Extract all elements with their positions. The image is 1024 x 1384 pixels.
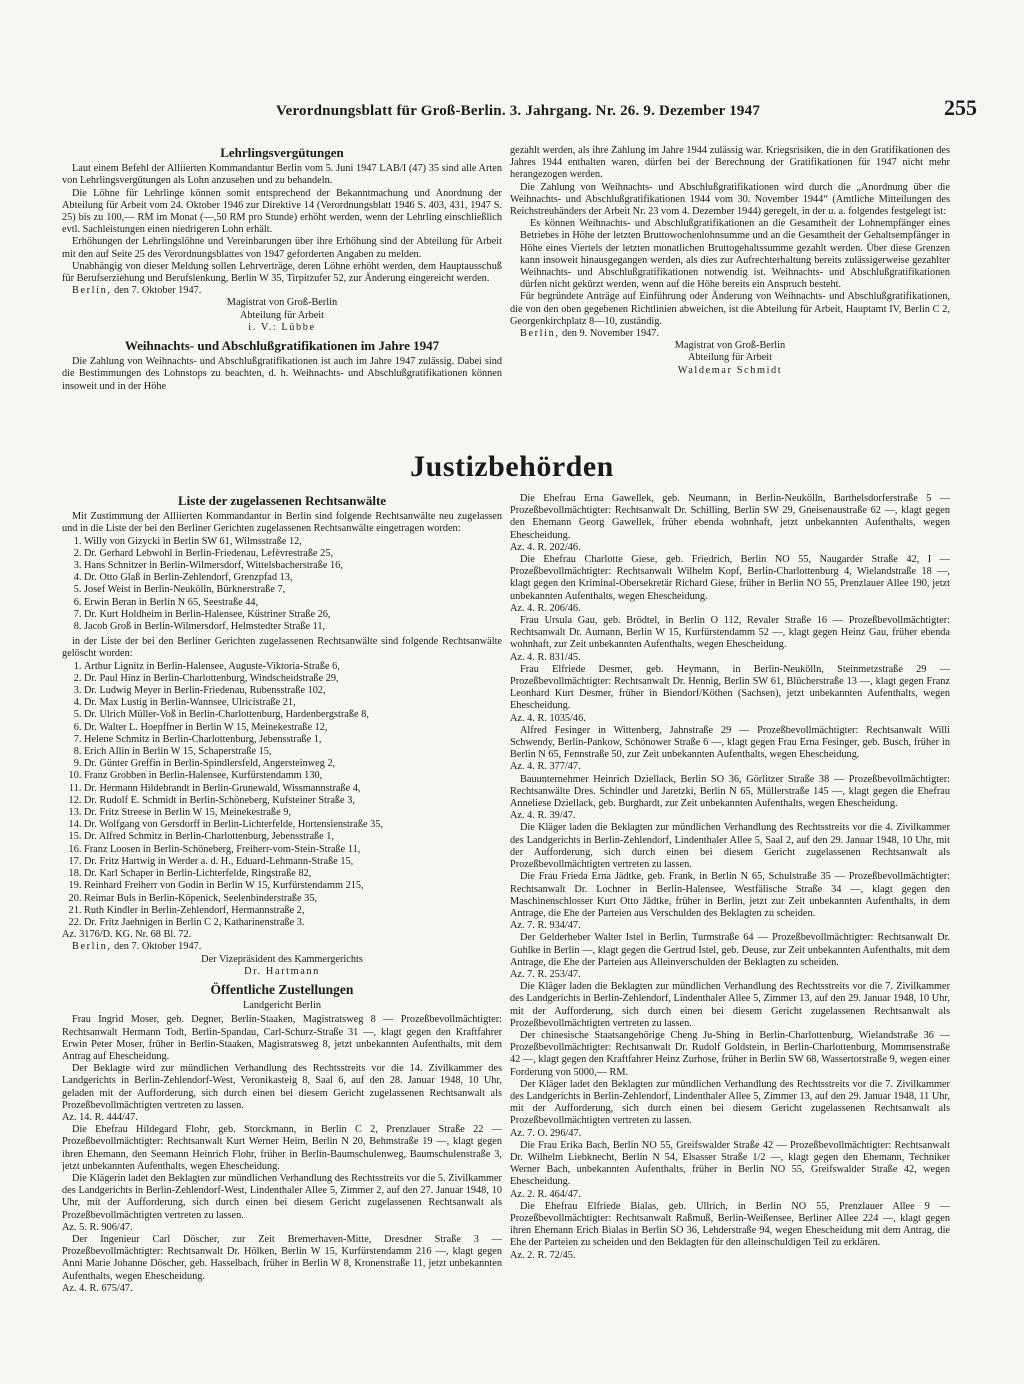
notice-paragraph: Der chinesische Staatsangehörige Cheng Ju-Shing in Berlin-Charlottenburg, Wielandstraße 36 — Prozeßbevollmächtigter: Rechtsanwalt Dr. Rudolf Goldstein, in Berlin-Charlottenburg, Mommsenstraße 42 —, klagt gegen den Kraftfahrer Heinz Zurhose, früher in Berlin SW 68, Wassertorstraße 9, wegen einer Forderung von 5000,— RM.	[510, 1029, 950, 1078]
deleted-lawyer-item: 17. Dr. Fritz Hartwig in Werder a. d. H., Eduard-Lehmann-Straße 15,	[84, 856, 502, 868]
page-number: 255	[944, 95, 977, 120]
zustellungen-left	[62, 1014, 502, 1295]
liste-date: den 7. Oktober 1947.	[114, 941, 202, 953]
weihnacht-date: den 9. November 1947.	[562, 328, 660, 340]
lehrling-p2: Die Löhne für Lehrlinge können somit entsprechend der Bekanntmachung und Anordnung der Abteilung für Arbeit vom 24. Oktober 1946 zur Direktive 14 (Verordnungsblatt 1946 S. 403, 431, 1947 S. 25) bis zu 100,— RM im Monat (—,50 RM pro Stunde) erhöht werden, wenn der Lehrling einschließlich evtl. Sachleistungen einen niedrigeren Lohn erhält.	[62, 187, 502, 236]
case-reference: Az. 4. R. 202/46.	[510, 541, 581, 553]
weihnacht-p4: Für begründete Anträge auf Einführung oder Änderung von Weihnachts- und Abschlußgratifikationen, die von den oben gegebenen Richtlinien abweichen, ist die Abteilung für Arbeit, Hauptamt IV, Berlin C 2, Georgenkirchplatz 8—10, zuständig.	[510, 291, 950, 327]
deleted-lawyer-item: 22. Dr. Fritz Jaehnigen in Berlin C 2, Katharinenstraße 3.	[84, 917, 502, 929]
notice-paragraph: Der Ingenieur Carl Döscher, zur Zeit Bremerhaven-Mitte, Dresdner Straße 3 — Prozeßbevollmächtigter: Rechtsanwalt Dr. Hölken, Berlin W 15, Kurfürstendamm 216 —, klagt gegen Anni Marie Johanne Döscher, geb. Hasselbach, früher in Berlin W 8, Kronenstraße 11, jetzt unbekannten Aufenthalts, wegen Ehescheidung.	[62, 1233, 502, 1282]
zustellungen-sub: Landgericht Berlin	[242, 1000, 322, 1012]
weihnacht-sig2: Abteilung für Arbeit	[687, 352, 773, 364]
bottom-left-column	[62, 493, 502, 1371]
case-reference: Az. 4. R. 675/47.	[62, 1282, 133, 1294]
deleted-lawyer-item: 20. Reimar Buls in Berlin-Köpenick, Seelenbinderstraße 35,	[84, 893, 502, 905]
notice-paragraph: Der Kläger ladet den Beklagten zur mündlichen Verhandlung des Rechtsstreits vor die 7. Zivilkammer des Landgerichts in Berlin-Zehlendorf, Lindenthaler Allee 5, Zimmer 13, auf den 29. Januar 1948, 11 Uhr, mit der Aufforderung, sich durch einen bei diesem Gericht zugelassenen Rechtsanwalt als Prozeßbevollmächtigten vertreten zu lassen.	[510, 1078, 950, 1127]
notice-paragraph: Frau Ursula Gau, geb. Brödtel, in Berlin O 112, Revaler Straße 16 — Prozeßbevollmächtigter: Rechtsanwalt Dr. Aumann, Berlin W 15, Kurfürstendamm 52 —, klagt gegen Heinz Gau, früher ebenda wohnhaft, zur Zeit unbekannten Aufenthalts, wegen Ehescheidung.	[510, 615, 950, 651]
case-reference: Az. 2. R. 72/45.	[510, 1249, 576, 1261]
bottom-right-column	[510, 493, 950, 1371]
deleted-lawyer-item: 3. Dr. Ludwig Meyer in Berlin-Friedenau, Rubensstraße 102,	[84, 685, 502, 697]
liste-heading: Liste der zugelassenen Rechtsanwälte	[177, 493, 387, 508]
deleted-lawyer-item: 12. Dr. Rudolf E. Schmidt in Berlin-Schöneberg, Kufsteiner Straße 3,	[84, 795, 502, 807]
lehrling-p4: Unabhängig von dieser Meldung sollen Lehrverträge, deren Löhne erhöht werden, dem Hauptausschuß für Berufserziehung und Berufslenkung, Berlin W 35, Tirpitzufer 52, zur Änderung eingereicht werden.	[62, 260, 502, 285]
case-reference: Az. 7. O. 296/47.	[510, 1127, 582, 1139]
deleted-lawyer-item: 8. Erich Allin in Berlin W 15, Schaperstraße 15,	[84, 746, 502, 758]
new-lawyer-item: 5. Josef Weist in Berlin-Neukölln, Bürknerstraße 7,	[84, 584, 502, 596]
case-reference: Az. 4. R. 1035/46.	[510, 712, 586, 724]
new-lawyers-list	[62, 536, 502, 634]
weihnacht-p3: Es können Weihnachts- und Abschlußgratifikationen an die Gesamtheit der Lohnempfänger eines Betriebes in Höhe der letzten Bruttowochenlohnsumme und an die Gesamtheit der Gehaltsempfänger in Höhe eines Viertels der letzten monatlichen Bruttogehaltssumme gezahlt werden. Über diese Grenzen kann insoweit hinausgegangen werden, als dies zur Aufrechterhaltung bereits zulässigerweise gezahlter Weihnachts- und Abschlußgratifikationen notwendig ist. Weihnachts- und Abschlußgratifikationen dürfen nicht gekürzt werden, wenn auf die Höhe bereits ein Anspruch besteht.	[520, 218, 950, 291]
deleted-lawyers-list	[62, 661, 502, 929]
notice-paragraph: Die Klägerin ladet den Beklagten zur mündlichen Verhandlung des Rechtsstreits vor die 5. Zivilkammer des Landgerichts in Berlin-Zehlendorf-West, Lindenthaler Allee 5, Zimmer 2, auf den 27. Januar 1948, 10 Uhr, mit der Aufforderung, sich durch einen bei diesem Gericht zugelassenen Rechtsanwalt als Prozeßbevollmächtigten vertreten zu lassen.	[62, 1172, 502, 1221]
lehrling-p1: Laut einem Befehl der Alliierten Kommandantur Berlin vom 5. Juni 1947 LAB/I (47) 35 sind alle Arten von Lehrlingsvergütungen als Lohn anzusehen und zu behandeln.	[62, 163, 502, 187]
deleted-lawyer-item: 16. Franz Loosen in Berlin-Schöneberg, Freiherr-vom-Stein-Straße 11,	[84, 844, 502, 856]
liste-place: Berlin,	[72, 941, 112, 953]
weihnacht-dateline	[510, 328, 950, 340]
liste-sig2: Dr. Hartmann	[244, 965, 320, 977]
deleted-lawyer-item: 2. Dr. Paul Hinz in Berlin-Charlottenburg, Windscheidstraße 29,	[84, 673, 502, 685]
case-reference: Az. 2. R. 464/47.	[510, 1188, 581, 1200]
new-lawyer-item: 2. Dr. Gerhard Lebwohl in Berlin-Friedenau, Lefèvrestraße 25,	[84, 548, 502, 560]
case-reference: Az. 4. R. 206/46.	[510, 602, 581, 614]
deleted-lawyer-item: 10. Franz Grobben in Berlin-Halensee, Kurfürstendamm 130,	[84, 770, 502, 782]
weihnacht-sig3: Waldemar Schmidt	[677, 364, 783, 376]
notice-paragraph: Die Ehefrau Charlotte Giese, geb. Friedrich, Berlin NO 55, Naugarder Straße 42, I — Prozeßbevollmächtigter: Rechtsanwalt Wilhelm Kopf, Berlin-Charlottenburg 4, Wielandstraße 18 —, klagt gegen den Kriminal-Obersekretär Richard Giese, früher in Berlin NO 55, Prenzlauer Allee 190, jetzt unbekannten Aufenthalts, wegen Ehescheidung.	[510, 554, 950, 602]
notice-paragraph: Der Gelderheber Walter Istel in Berlin, Turmstraße 64 — Prozeßbevollmächtigter: Rechtsanwalt Dr. Guhlke in Berlin —, klagt gegen die Gertrud Istel, geb. Deuse, zur Zeit unbekannten Aufenthalts, mit dem Antrage, die Ehe der Parteien aus Alleinverschulden der Beklagten zu scheiden.	[510, 932, 950, 968]
case-reference: Az. 5. R. 906/47.	[62, 1221, 133, 1233]
zustellungen-heading: Öffentliche Zustellungen	[210, 981, 354, 997]
deleted-lawyer-item: 1. Arthur Lignitz in Berlin-Halensee, Auguste-Viktoria-Straße 6,	[84, 661, 502, 673]
lehrling-sig3: i. V.: Lübbe	[248, 321, 316, 333]
top-right-column	[510, 145, 950, 437]
geloescht-intro: in der Liste der bei den Berliner Gerichten zugelassenen Rechtsanwälte sind folgende Rechtsanwälte gelöscht worden:	[62, 636, 502, 660]
weihnacht-place: Berlin,	[520, 328, 560, 340]
deleted-lawyer-item: 18. Dr. Karl Schaper in Berlin-Lichterfelde, Ringstraße 82,	[84, 868, 502, 880]
lehrling-dateline	[62, 285, 502, 297]
deleted-lawyer-item: 5. Dr. Ulrich Müller-Voß in Berlin-Charlottenburg, Hardenbergstraße 8,	[84, 709, 502, 721]
notice-paragraph: Bauunternehmer Heinrich Dziellack, Berlin SO 36, Görlitzer Straße 38 — Prozeßbevollmächtigter: Rechtsanwälte Dres. Schindler und Jaretzki, Berlin N 65, Müllerstraße 145 —, klagt gegen die Ehefrau Anneliese Dziellack, geb. Burghardt, zur Zeit unbekannten Aufenthalts, wegen Ehescheidung.	[510, 773, 950, 810]
new-lawyer-item: 7. Dr. Kurt Holdheim in Berlin-Halensee, Küstriner Straße 26,	[84, 609, 502, 621]
lehrling-date: den 7. Oktober 1947.	[114, 285, 202, 297]
notice-paragraph: Die Frau Frieda Erna Jädtke, geb. Frank, in Berlin N 65, Schulstraße 35 — Prozeßbevollmächtigter: Rechtsanwalt Dr. Lochner in Berlin-Halensee, Westfälische Straße 34 —, klagt gegen den Maschinenschlosser Kurt Otto Jädtke, früher in Berlin, jetzt zur Zeit unbekannten Aufenthalts, in dem Antrage, die Ehe der Parteien aus Verschulden des Beklagten zu scheiden.	[510, 871, 950, 919]
deleted-lawyer-item: 14. Dr. Wolfgang von Gersdorff in Berlin-Lichterfelde, Hortensienstraße 35,	[84, 819, 502, 831]
lehrling-sig2: Abteilung für Arbeit	[239, 309, 325, 321]
new-lawyer-item: 3. Hans Schnitzer in Berlin-Wilmersdorf, Wittelsbacherstraße 16,	[84, 560, 502, 572]
case-reference: Az. 7. R. 934/47.	[510, 920, 581, 932]
case-reference: Az. 4. R. 831/45.	[510, 651, 581, 663]
notice-paragraph: Die Kläger laden die Beklagten zur mündlichen Verhandlung des Rechtsstreits vor die 7. Zivilkammer des Landgerichts in Berlin-Zehlendorf, Lindenthaler Allee 5, Zimmer 13, auf den 29. Januar 1948, 10 Uhr, mit der Aufforderung, sich durch einen bei diesem Gericht zugelassenen Rechtsanwalt als Prozeßbevollmächtigten vertreten zu lassen.	[510, 981, 950, 1029]
notice-paragraph: Alfred Fesinger in Wittenberg, Jahnstraße 29 — Prozeßbevollmächtigter: Rechtsanwalt Willi Schwendy, Berlin-Pankow, Schönower Straße 6 —, klagt gegen Frau Erna Fesinger, geb. Busch, früher in Berlin N 65, Fennstraße 50, zur Zeit unbekannten Aufenthalts, wegen Ehescheidung.	[510, 724, 950, 761]
new-lawyer-item: 1. Willy von Gizycki in Berlin SW 61, Wilmsstraße 12,	[84, 536, 502, 548]
deleted-lawyer-item: 19. Reinhard Freiherr von Godin in Berlin W 15, Kurfürstendamm 215,	[84, 880, 502, 892]
weihnacht-p1-cont: gezahlt werden, als ihre Zahlung im Jahre 1944 zulässig war. Kriegsrisiken, die in den Gratifikationen des Jahres 1944 enthalten waren, dürfen bei der Berechnung der Gratifikationen für 1947 nicht mehr herangezogen werden.	[510, 145, 950, 181]
section-title-justizbehoerden: Justizbehörden	[410, 450, 614, 483]
case-reference: Az. 4. R. 377/47.	[510, 761, 581, 773]
deleted-lawyer-item: 13. Dr. Fritz Streese in Berlin W 15, Meinekestraße 9,	[84, 807, 502, 819]
header-title: Verordnungsblatt für Groß-Berlin. 3. Jahrgang. Nr. 26. 9. Dezember 1947	[275, 103, 761, 119]
new-lawyer-item: 4. Dr. Otto Glaß in Berlin-Zehlendorf, Grenzpfad 13,	[84, 572, 502, 584]
lehrling-p3: Erhöhungen der Lehrlingslöhne und Vereinbarungen über ihre Erhöhung sind der Abteilung für Arbeit mit den auf Seite 25 des Verordnungsblattes von 1947 geforderten Angaben zu melden.	[62, 236, 502, 260]
zustellungen-right	[510, 493, 950, 1262]
deleted-lawyer-item: 15. Dr. Alfred Schmitz in Berlin-Charlottenburg, Jebensstraße 1,	[84, 831, 502, 843]
deleted-lawyer-item: 7. Helene Schmitz in Berlin-Charlottenburg, Jebensstraße 1,	[84, 734, 502, 746]
case-reference: Az. 4. R. 39/47.	[510, 810, 576, 822]
deleted-lawyer-item: 21. Ruth Kindler in Berlin-Zehlendorf, Hermannstraße 2,	[84, 905, 502, 917]
weihnacht-p1: Die Zahlung von Weihnachts- und Abschlußgratifikationen ist auch im Jahre 1947 zulässig. Dabei sind die Bestimmungen des Lohnstops zu beachten, d. h. Weihnachts- und Abschlußgratifikationen können insoweit und in der Höhe	[62, 356, 502, 392]
liste-sig1: Der Vizepräsident des Kammergerichts	[201, 953, 363, 965]
case-reference: Az. 14. R. 444/47.	[62, 1111, 138, 1123]
lehrling-sig1: Magistrat von Groß-Berlin	[226, 297, 338, 309]
liste-az: Az. 3176/D. KG. Nr. 68 Bl. 72.	[62, 929, 192, 941]
case-reference: Az. 7. R. 253/47.	[510, 968, 581, 980]
deleted-lawyer-item: 11. Dr. Hermann Hildebrandt in Berlin-Grunewald, Wissmannstraße 4,	[84, 783, 502, 795]
deleted-lawyer-item: 4. Dr. Max Lustig in Berlin-Wannsee, Ulricistraße 21,	[84, 697, 502, 709]
weihnacht-heading: Weihnachts- und Abschlußgratifikationen im Jahre 1947	[124, 338, 440, 354]
notice-paragraph: Frau Elfriede Desmer, geb. Heymann, in Berlin-Neukölln, Steinmetzstraße 29 — Prozeßbevollmächtigter: Rechtsanwalt Dr. Hennig, Berlin SW 61, Blücherstraße 13 —, klagt gegen Franz Leonhard Kurt Desmer, früher in Biendorf/Köthen (Sachsen), jetzt unbekannten Aufenthalts, wegen Ehescheidung.	[510, 663, 950, 712]
notice-paragraph: Die Kläger laden die Beklagten zur mündlichen Verhandlung des Rechtsstreits vor die 4. Zivilkammer des Landgerichts in Berlin-Zehlendorf, Lindenthaler Allee 5, Saal 2, auf den 29. Januar 1948, 10 Uhr, mit der Aufforderung, sich durch einen bei diesem Gericht zugelassenen Rechtsanwalt als Prozeßbevollmächtigten vertreten zu lassen.	[510, 822, 950, 871]
notice-paragraph: Frau Ingrid Moser, geb. Degner, Berlin-Staaken, Magistratsweg 8 — Prozeßbevollmächtigter: Rechtsanwalt Hermann Todt, Berlin-Spandau, Carl-Schurz-Straße 31 —, klagt gegen den Kraftfahrer Erwin Peter Moser, früher in Berlin-Staaken, Magistratsweg 8, jetzt unbekannten Aufenthalts, mit dem Antrag auf Ehescheidung.	[62, 1014, 502, 1062]
new-lawyer-item: 8. Jacob Groß in Berlin-Wilmersdorf, Helmstedter Straße 11,	[84, 621, 502, 633]
weihnacht-sig1: Magistrat von Groß-Berlin	[674, 340, 786, 352]
top-left-column	[62, 145, 502, 437]
lehrling-place: Berlin,	[72, 285, 112, 297]
liste-dateline	[62, 941, 502, 953]
lehrling-heading: Lehrlingsvergütungen	[220, 145, 344, 160]
deleted-lawyer-item: 6. Dr. Walter L. Hoepffner in Berlin W 15, Meinekestraße 12,	[84, 722, 502, 734]
liste-intro: Mit Zustimmung der Alliierten Kommandantur in Berlin sind folgende Rechtsanwälte neu zugelassen und in die Liste der bei den Berliner Gerichten zugelassenen Rechtsanwälte eingetragen worden:	[62, 511, 502, 535]
notice-paragraph: Die Frau Erika Bach, Berlin NO 55, Greifswalder Straße 42 — Prozeßbevollmächtigter: Rechtsanwalt Dr. Wilhelm Liebknecht, Berlin N 54, Elsasser Straße 1/2 —, klagt gegen den Ehemann, Techniker Werner Bach, unbekannten Aufenthalts, früher in Berlin NO 55, Greifswalder Straße 42, wegen Ehescheidung.	[510, 1139, 950, 1188]
notice-paragraph: Der Beklagte wird zur mündlichen Verhandlung des Rechtsstreits vor die 14. Zivilkammer des Landgerichts in Berlin-Zehlendorf-West, Veronikasteig 8, Saal 6, auf den 28. Januar 1948, 10 Uhr, geladen mit der Aufforderung, sich durch einen bei diesem Gericht zugelassenen Rechtsanwalt als Prozeßbevollmächtigten vertreten zu lassen.	[62, 1063, 502, 1111]
new-lawyer-item: 6. Erwin Beran in Berlin N 65, Seestraße 44,	[84, 597, 502, 609]
notice-paragraph: Die Ehefrau Hildegard Flohr, geb. Storckmann, in Berlin C 2, Prenzlauer Straße 22 — Prozeßbevollmächtigter: Rechtsanwalt Kurt Werner Heim, Berlin N 20, Behmstraße 19 —, klagt gegen ihren Ehemann, den Seemann Heinrich Flohr, früher in Berlin-Baumschulenweg, Baumschulenstraße 3, jetzt unbekannten Aufenthalts, wegen Ehescheidung.	[62, 1124, 502, 1172]
page-header	[52, 95, 977, 121]
deleted-lawyer-item: 9. Dr. Günter Greffin in Berlin-Spindlersfeld, Angersteinweg 2,	[84, 758, 502, 770]
weihnacht-p2: Die Zahlung von Weihnachts- und Abschlußgratifikationen wird durch die „Anordnung über die Weihnachts- und Abschlußgratifikationen 1944 vom 30. November 1944“ (Amtliche Mitteilungen des Reichstreuhänders der Arbeit Nr. 23 vom 4. Dezember 1944) geregelt, in der u. a. folgendes festgelegt ist:	[510, 181, 950, 218]
notice-paragraph: Die Ehefrau Elfriede Bialas, geb. Ullrich, in Berlin NO 55, Prenzlauer Allee 9 — Prozeßbevollmächtigter: Rechtsanwalt Raßmuß, Berlin-Weißensee, Berliner Allee 224 —, klagt gegen ihren Ehemann Erich Bialas in Berlin SO 36, Lehderstraße 94, wegen Ehescheidung mit dem Antrag, die Ehe der Parteien zu scheiden und den Beklagten für den alleinschuldigen Teil zu erklären.	[510, 1200, 950, 1249]
notice-paragraph: Die Ehefrau Erna Gawellek, geb. Neumann, in Berlin-Neukölln, Barthelsdorferstraße 5 — Prozeßbevollmächtigter: Rechtsanwalt Dr. Schilling, Berlin SW 29, Gneisenaustraße 62 —, klagt gegen den Ehemann Georg Gawellek, früher ebenda wohnhaft, jetzt unbekannten Aufenthalts, wegen Ehescheidung.	[510, 493, 950, 541]
